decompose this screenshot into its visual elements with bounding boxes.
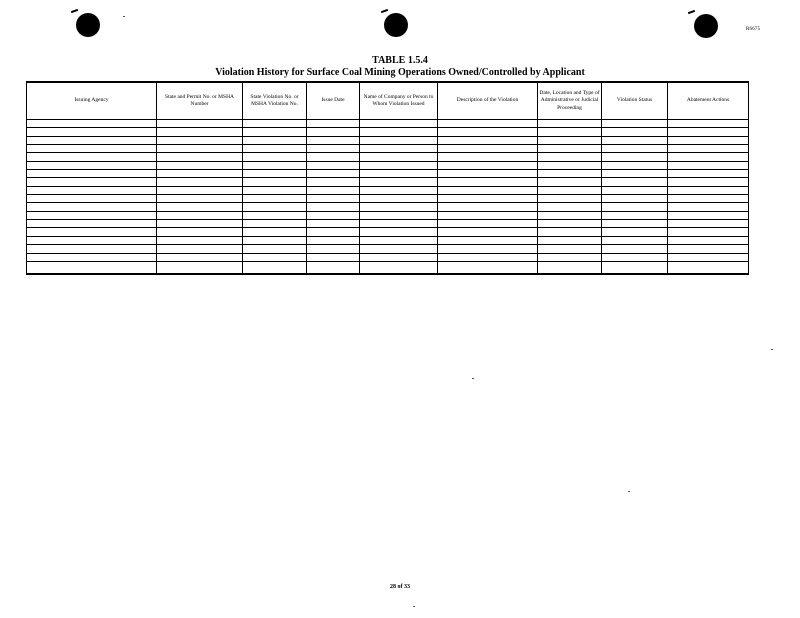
table-cell: [360, 170, 438, 178]
column-header: State and Permit No. or MSHA Number: [157, 82, 243, 120]
table-cell: [243, 236, 307, 244]
table-cell: [602, 161, 668, 169]
table-cell: [27, 120, 157, 128]
table-cell: [602, 253, 668, 261]
table-cell: [307, 245, 360, 253]
table-cell: [307, 236, 360, 244]
table-body: [27, 120, 749, 275]
page-number: 28 of 33: [390, 584, 410, 590]
table-cell: [538, 170, 602, 178]
table-cell: [668, 211, 749, 219]
table-row: [27, 170, 749, 178]
table-cell: [27, 136, 157, 144]
table-cell: [602, 186, 668, 194]
table-cell: [307, 120, 360, 128]
table-cell: [243, 253, 307, 261]
table-cell: [307, 161, 360, 169]
binder-hole-right: [694, 14, 718, 38]
table-cell: [602, 153, 668, 161]
table-cell: [243, 261, 307, 274]
table-cell: [438, 170, 538, 178]
table-cell: [243, 170, 307, 178]
table-cell: [243, 186, 307, 194]
table-cell: [157, 186, 243, 194]
table-cell: [27, 245, 157, 253]
table-cell: [668, 145, 749, 153]
table-cell: [157, 153, 243, 161]
table-cell: [157, 120, 243, 128]
scan-speck: [123, 16, 125, 17]
table-cell: [668, 228, 749, 236]
table-cell: [360, 211, 438, 219]
table-number: TABLE 1.5.4: [372, 55, 428, 66]
table-cell: [538, 203, 602, 211]
table-cell: [27, 253, 157, 261]
table-cell: [360, 253, 438, 261]
table-cell: [438, 120, 538, 128]
scan-speck: [472, 378, 474, 379]
table-cell: [27, 228, 157, 236]
table-cell: [538, 136, 602, 144]
table-cell: [243, 195, 307, 203]
table-cell: [360, 261, 438, 274]
table-cell: [307, 211, 360, 219]
table-title: Violation History for Surface Coal Mining Operations Owned/Controlled by Applicant: [215, 67, 585, 78]
table-row: [27, 145, 749, 153]
table-cell: [668, 203, 749, 211]
table-cell: [27, 186, 157, 194]
table-cell: [157, 161, 243, 169]
table-row: [27, 178, 749, 186]
table-row: [27, 220, 749, 228]
hole-mark: [688, 10, 695, 14]
column-header: Violation Status: [602, 82, 668, 120]
table-cell: [157, 178, 243, 186]
scan-speck: [413, 606, 415, 607]
table-cell: [243, 153, 307, 161]
table-cell: [27, 153, 157, 161]
table-cell: [360, 203, 438, 211]
table-cell: [602, 120, 668, 128]
table-cell: [668, 245, 749, 253]
table-cell: [307, 128, 360, 136]
table-cell: [602, 245, 668, 253]
table-cell: [602, 195, 668, 203]
table-cell: [243, 245, 307, 253]
table-cell: [438, 153, 538, 161]
hole-mark: [381, 9, 388, 13]
table-cell: [157, 228, 243, 236]
table-cell: [438, 253, 538, 261]
table-cell: [360, 161, 438, 169]
violation-history-table: [26, 81, 749, 275]
column-header: State Violation No. or MSHA Violation No.: [243, 82, 307, 120]
table-cell: [538, 153, 602, 161]
table-cell: [360, 120, 438, 128]
table-cell: [438, 161, 538, 169]
table-cell: [243, 220, 307, 228]
table-cell: [307, 220, 360, 228]
column-header: Issue Date: [307, 82, 360, 120]
table-cell: [157, 211, 243, 219]
table-row: [27, 211, 749, 219]
table-cell: [157, 145, 243, 153]
table-cell: [602, 178, 668, 186]
table-row: [27, 203, 749, 211]
table-cell: [538, 145, 602, 153]
table-cell: [307, 203, 360, 211]
table-cell: [602, 203, 668, 211]
table-cell: [602, 145, 668, 153]
table-row: [27, 261, 749, 274]
table-cell: [538, 228, 602, 236]
table-cell: [538, 186, 602, 194]
table-cell: [668, 220, 749, 228]
table-cell: [27, 211, 157, 219]
table-cell: [157, 203, 243, 211]
table-cell: [157, 245, 243, 253]
column-header: Abatement Actions: [668, 82, 749, 120]
column-header: Issuing Agency: [27, 82, 157, 120]
table-cell: [360, 245, 438, 253]
table-cell: [157, 236, 243, 244]
table-cell: [27, 203, 157, 211]
table-cell: [307, 186, 360, 194]
column-header: Description of the Violation: [438, 82, 538, 120]
table-cell: [668, 261, 749, 274]
table-cell: [668, 120, 749, 128]
table-cell: [438, 261, 538, 274]
table-cell: [27, 178, 157, 186]
table-row: [27, 245, 749, 253]
table-cell: [538, 211, 602, 219]
table-cell: [307, 170, 360, 178]
table-cell: [27, 195, 157, 203]
table-cell: [438, 236, 538, 244]
table-row: [27, 161, 749, 169]
table-cell: [538, 120, 602, 128]
table-cell: [243, 120, 307, 128]
table-cell: [602, 261, 668, 274]
table-cell: [602, 236, 668, 244]
table-cell: [360, 153, 438, 161]
table-row: [27, 153, 749, 161]
table-cell: [360, 195, 438, 203]
table-cell: [157, 220, 243, 228]
table-cell: [157, 128, 243, 136]
table-cell: [668, 136, 749, 144]
table-cell: [27, 170, 157, 178]
table-cell: [307, 253, 360, 261]
table-cell: [438, 145, 538, 153]
table-cell: [438, 245, 538, 253]
table-cell: [438, 220, 538, 228]
table-cell: [668, 178, 749, 186]
table-row: [27, 120, 749, 128]
column-header: Name of Company or Person to Whom Violation Issued: [360, 82, 438, 120]
table-row: [27, 228, 749, 236]
table-cell: [360, 220, 438, 228]
table-cell: [668, 170, 749, 178]
table-cell: [307, 261, 360, 274]
table-cell: [157, 170, 243, 178]
binder-hole-left: [76, 13, 100, 37]
table-cell: [438, 128, 538, 136]
table-cell: [157, 253, 243, 261]
hole-mark: [71, 9, 78, 13]
table-row: [27, 136, 749, 144]
table-header-row: [27, 82, 749, 120]
table-cell: [438, 203, 538, 211]
table-cell: [243, 145, 307, 153]
table-cell: [438, 136, 538, 144]
table-cell: [27, 145, 157, 153]
table-cell: [538, 236, 602, 244]
scan-speck: [771, 349, 773, 350]
table-cell: [538, 161, 602, 169]
table-cell: [602, 128, 668, 136]
table-cell: [27, 236, 157, 244]
table-cell: [243, 211, 307, 219]
table-cell: [360, 186, 438, 194]
table-cell: [538, 220, 602, 228]
table-cell: [668, 128, 749, 136]
table-row: [27, 253, 749, 261]
table-row: [27, 195, 749, 203]
table-cell: [307, 195, 360, 203]
table-cell: [668, 236, 749, 244]
table-cell: [360, 178, 438, 186]
table-cell: [438, 195, 538, 203]
table-cell: [668, 195, 749, 203]
table-cell: [157, 136, 243, 144]
table-cell: [243, 203, 307, 211]
table-cell: [602, 220, 668, 228]
table-row: [27, 186, 749, 194]
table-cell: [157, 195, 243, 203]
table-cell: [438, 211, 538, 219]
table-cell: [360, 145, 438, 153]
table-cell: [307, 153, 360, 161]
column-header: Date, Location and Type of Administrative or Judicial Proceeding: [538, 82, 602, 120]
table-cell: [243, 228, 307, 236]
table-cell: [307, 178, 360, 186]
table-cell: [27, 161, 157, 169]
table-cell: [602, 228, 668, 236]
table-cell: [668, 186, 749, 194]
table-cell: [27, 220, 157, 228]
table-cell: [360, 236, 438, 244]
table-cell: [538, 253, 602, 261]
table-row: [27, 236, 749, 244]
table-cell: [243, 161, 307, 169]
table-cell: [438, 178, 538, 186]
document-stamp: R6675: [746, 27, 761, 32]
table-cell: [602, 136, 668, 144]
table-cell: [668, 161, 749, 169]
table-cell: [438, 186, 538, 194]
table-cell: [243, 128, 307, 136]
table-cell: [602, 170, 668, 178]
table-cell: [307, 145, 360, 153]
table-cell: [307, 136, 360, 144]
table-row: [27, 128, 749, 136]
binder-hole-center: [384, 13, 408, 37]
scan-speck: [628, 491, 630, 492]
table-cell: [538, 128, 602, 136]
table-cell: [360, 128, 438, 136]
table-cell: [438, 228, 538, 236]
table-cell: [27, 261, 157, 274]
table-cell: [602, 211, 668, 219]
table-cell: [243, 136, 307, 144]
table-cell: [538, 245, 602, 253]
table-cell: [538, 178, 602, 186]
table-cell: [27, 128, 157, 136]
table-cell: [360, 136, 438, 144]
table-cell: [157, 261, 243, 274]
table-cell: [538, 261, 602, 274]
table-cell: [243, 178, 307, 186]
table-cell: [307, 228, 360, 236]
table-cell: [538, 195, 602, 203]
table-cell: [668, 153, 749, 161]
table-cell: [360, 228, 438, 236]
table-cell: [668, 253, 749, 261]
